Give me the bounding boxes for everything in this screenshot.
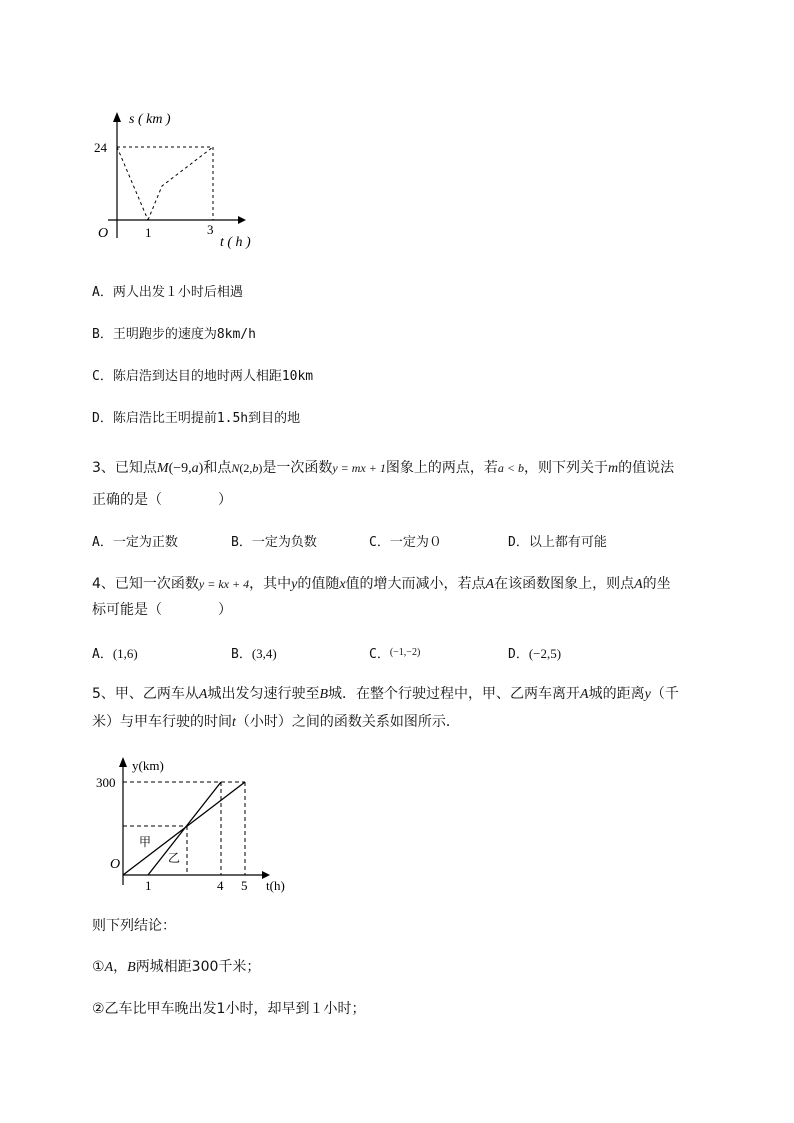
q3-option-d: D．以上都有可能 — [508, 535, 607, 550]
y-axis-arrow — [113, 112, 121, 122]
q3-stem-line-1: 3、已知点M(−9,a)和点N(2,b)是一次函数y = mx + 1图象上的两点，若a < b，则下列关于m的值说法 — [92, 460, 675, 476]
path-wangming — [117, 147, 148, 220]
y-tick-300: 300 — [96, 775, 116, 790]
distance-time-graph-2 — [90, 755, 300, 895]
x-axis-label: t(h) — [266, 878, 285, 893]
q2-option-a: A．两人出发１小时后相遇 — [92, 285, 243, 300]
x-tick-4: 4 — [217, 878, 224, 893]
distance-time-graph-1 — [90, 100, 280, 260]
y-tick-24: 24 — [94, 140, 107, 155]
q4-option-a: A．(1,6) — [92, 646, 138, 662]
x-tick-3: 3 — [207, 222, 214, 237]
x-tick-1: 1 — [145, 878, 152, 893]
x-axis-label: t ( h ) — [220, 235, 251, 250]
y-axis-arrow — [119, 757, 127, 767]
y-axis-label: s ( km ) — [129, 112, 171, 127]
q4-option-c: C．$^{(-1,-2)}$ — [369, 647, 421, 662]
q3-option-b: B．一定为负数 — [231, 535, 317, 550]
conclusion-2: ②乙车比甲车晚出发1小时，却早到１小时； — [92, 1001, 366, 1017]
conclusions-intro: 则下列结论： — [92, 918, 176, 934]
x-axis-arrow — [238, 216, 246, 224]
label-yi: 乙 — [168, 851, 181, 865]
q3-stem-line-2: 正确的是（ ） — [92, 492, 232, 508]
q4-option-b: B．(3,4) — [231, 646, 277, 662]
q2-option-b: B．王明跑步的速度为8km/h — [92, 327, 256, 342]
q4-stem-line-2: 标可能是（ ） — [92, 602, 232, 618]
q3-option-c: C．一定为０ — [369, 535, 442, 550]
q5-stem-line-2: 米）与甲车行驶的时间t（小时）之间的函数关系如图所示． — [92, 714, 460, 730]
q3-option-a: A．一定为正数 — [92, 535, 178, 550]
q5-stem-line-1: 5、甲、乙两车从A城出发匀速行驶至B城．在整个行驶过程中，甲、乙两车离开A城的距离y（千 — [92, 686, 679, 702]
y-axis-label: y(km) — [132, 758, 164, 773]
origin-label: O — [98, 226, 109, 241]
x-tick-1: 1 — [145, 225, 152, 240]
x-tick-5: 5 — [241, 878, 248, 893]
line-yi — [148, 782, 221, 875]
origin-label: O — [110, 857, 121, 872]
path-chenqihao — [148, 147, 213, 220]
q2-option-d: D．陈启浩比王明提前1.5h到目的地 — [92, 411, 301, 426]
q2-option-c: C．陈启浩到达目的地时两人相距10km — [92, 369, 314, 384]
label-jia: 甲 — [139, 835, 152, 849]
q4-stem-line-1: 4、已知一次函数y = kx + 4，其中y的值随x值的增大而减小，若点A在该函数图象上，则点A的坐 — [92, 576, 671, 592]
conclusion-1: ①A，B两城相距300千米； — [92, 959, 261, 975]
q4-option-d: D．(−2,5) — [508, 646, 562, 662]
